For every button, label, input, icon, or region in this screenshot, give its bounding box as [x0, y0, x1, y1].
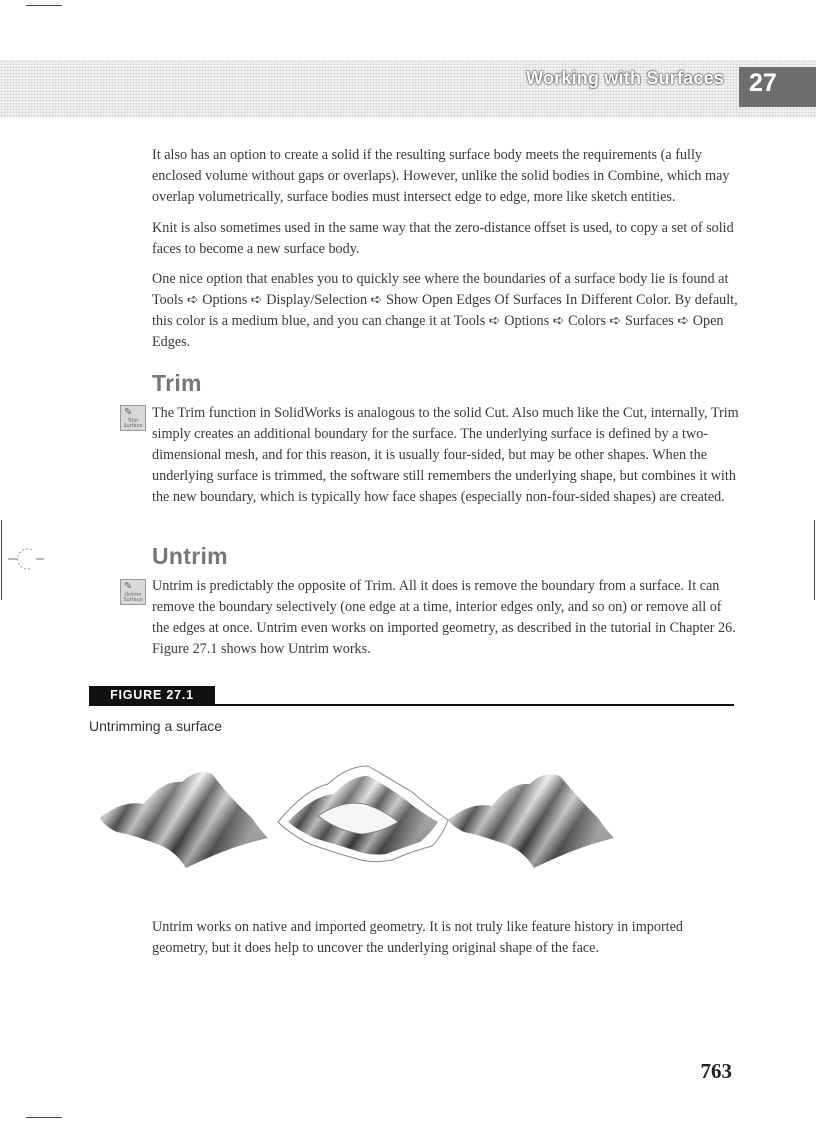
untrim-icon-label-1: Untrim — [124, 592, 142, 598]
pencil-icon: ✎ — [124, 581, 133, 592]
surface-trimmed — [278, 766, 448, 862]
surface-before-trim — [100, 772, 268, 868]
trim-icon-label-2: Surface — [123, 423, 143, 429]
running-header-title: Working with Surfaces — [526, 68, 724, 88]
crop-mark-right-vertical — [814, 520, 815, 600]
untrim-figure-illustration — [92, 760, 622, 870]
untrim-icon-label-2: Surface — [123, 597, 143, 603]
figure-tag-label: FIGURE 27.1 — [110, 688, 194, 702]
paragraph-knit-copy: Knit is also sometimes used in the same way that the zero-distance offset is used, to copy a set of solid faces to become a new surface body. — [152, 220, 734, 257]
section-heading-trim: Trim — [152, 370, 202, 396]
section-heading-untrim: Untrim — [152, 543, 228, 569]
paragraph-combine-solid: It also has an option to create a solid if the resulting surface body meets the requirements (a fully enclosed volume without gaps or overlaps). However, unlike the solid bodies in Combine, which may overlap volumetrically, surface bodies must intersect edge to edge, more like sketch entities. — [152, 147, 730, 205]
trim-surface-icon — [120, 405, 146, 431]
page-number: 763 — [700, 1059, 732, 1083]
chapter-number: 27 — [749, 69, 777, 97]
paragraph-untrim-closing: Untrim works on native and imported geometry. It is not truly like feature history in imported geometry, but it does help to uncover the underlying original shape of the face. — [152, 919, 683, 956]
paragraph-untrim-body: Untrim is predictably the opposite of Trim. All it does is remove the boundary from a surface. It can remove the boundary selectively (one edge at a time, interior edges only, and so on) or remove all of the edges at once. Untrim even works on imported geometry, as described in the tutorial in Chapter 26. Figure 27.1 shows how Untrim works. — [152, 578, 736, 657]
figure-rule — [89, 704, 734, 706]
crop-mark-left-vertical — [1, 520, 2, 600]
paragraph-trim-body: The Trim function in SolidWorks is analogous to the solid Cut. Also much like the Cut, internally, Trim simply creates an additional boundary for the surface. The underlying surface is defined by a two-dimensional mesh, and for this reason, it is usually four-sided, but may be other shapes. When the underlying surface is trimmed, the software still remembers the underlying shape, but combines it with the new boundary, which is typically how face shapes (especially non-four-sided shapes) are created. — [152, 405, 739, 505]
crop-mark-bottom-left — [26, 1117, 62, 1118]
pencil-icon: ✎ — [124, 407, 133, 418]
paragraph-open-edges-option: One nice option that enables you to quickly see where the boundaries of a surface body lie is found at Tools ➪ Options ➪ Display/Selection ➪ Show Open Edges Of Surfaces In Different Color. By default, this color is a medium blue, and you can change it at Tools ➪ Options ➪ Colors ➪ Surfaces ➪ Open Edges. — [152, 271, 738, 350]
figure-tag — [89, 686, 215, 706]
crop-mark-top-left — [26, 5, 62, 6]
registration-mark-icon — [6, 544, 46, 574]
figure-caption: Untrimming a surface — [89, 718, 223, 734]
trim-icon-label-1: Trim — [127, 418, 139, 424]
untrim-surface-icon — [120, 579, 146, 605]
surface-after-untrim — [448, 774, 614, 868]
